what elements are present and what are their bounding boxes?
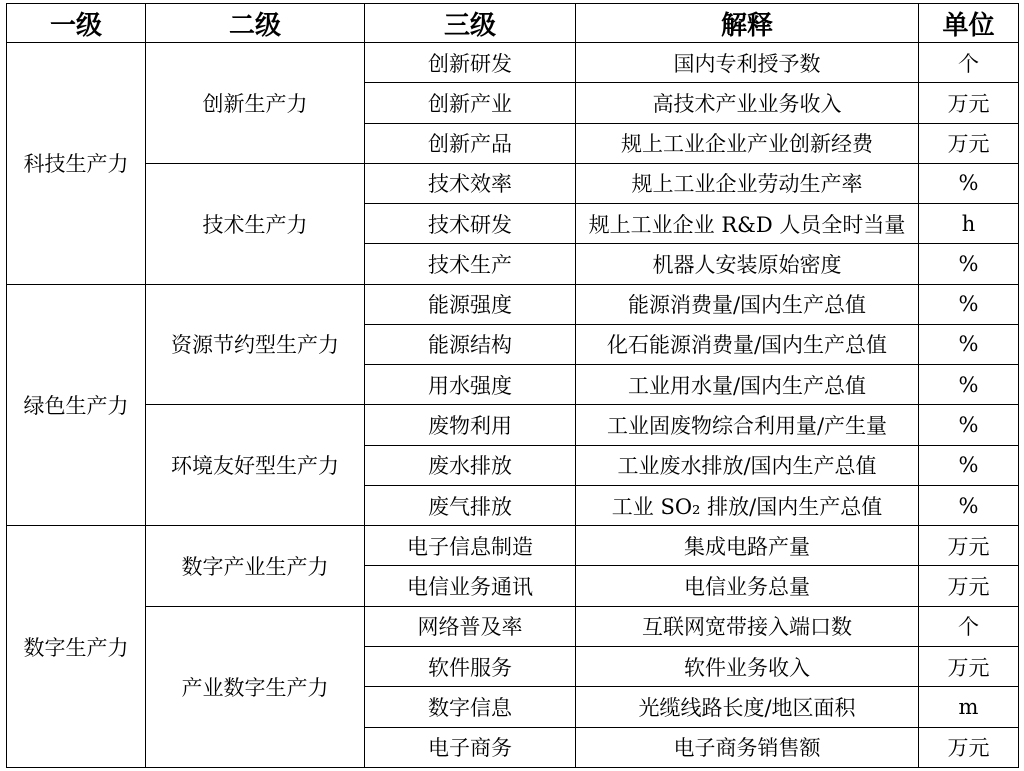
- level3-cell: 创新产品: [365, 123, 576, 163]
- unit-cell: 万元: [919, 526, 1019, 566]
- unit-cell: %: [919, 284, 1019, 324]
- explain-cell: 工业固废物综合利用量/产生量: [576, 405, 919, 445]
- level3-cell: 电信业务通讯: [365, 566, 576, 606]
- unit-cell: %: [919, 445, 1019, 485]
- level3-cell: 网络普及率: [365, 606, 576, 646]
- level2-cell: 数字产业生产力: [146, 526, 365, 607]
- unit-cell: %: [919, 365, 1019, 405]
- explain-cell: 工业废水排放/国内生产总值: [576, 445, 919, 485]
- unit-cell: 万元: [919, 83, 1019, 123]
- explain-cell: 互联网宽带接入端口数: [576, 606, 919, 646]
- level1-cell: 科技生产力: [7, 43, 146, 285]
- explain-cell: 机器人安装原始密度: [576, 244, 919, 284]
- level3-cell: 废水排放: [365, 445, 576, 485]
- level3-cell: 用水强度: [365, 365, 576, 405]
- table-row: [7, 284, 1019, 324]
- explain-cell: 工业 SO₂ 排放/国内生产总值: [576, 485, 919, 525]
- explain-cell: 能源消费量/国内生产总值: [576, 284, 919, 324]
- table-row: [7, 43, 1019, 83]
- unit-cell: 万元: [919, 727, 1019, 767]
- level3-cell: 技术研发: [365, 204, 576, 244]
- explain-cell: 软件业务收入: [576, 646, 919, 686]
- explain-cell: 高技术产业业务收入: [576, 83, 919, 123]
- unit-cell: %: [919, 163, 1019, 203]
- unit-cell: 万元: [919, 123, 1019, 163]
- header-level3: 三级: [365, 4, 576, 43]
- table-row: [7, 606, 1019, 646]
- level3-cell: 技术效率: [365, 163, 576, 203]
- level3-cell: 技术生产: [365, 244, 576, 284]
- level3-cell: 能源结构: [365, 324, 576, 364]
- explain-cell: 电子商务销售额: [576, 727, 919, 767]
- table-row: [7, 526, 1019, 566]
- unit-cell: %: [919, 324, 1019, 364]
- header-row: [7, 4, 1019, 43]
- explain-cell: 化石能源消费量/国内生产总值: [576, 324, 919, 364]
- level3-cell: 数字信息: [365, 687, 576, 727]
- unit-cell: 个: [919, 43, 1019, 83]
- level3-cell: 电子商务: [365, 727, 576, 767]
- unit-cell: %: [919, 485, 1019, 525]
- unit-cell: 万元: [919, 646, 1019, 686]
- unit-cell: %: [919, 244, 1019, 284]
- indicator-table: [6, 3, 1019, 768]
- explain-cell: 规上工业企业产业创新经费: [576, 123, 919, 163]
- explain-cell: 国内专利授予数: [576, 43, 919, 83]
- header-level2: 二级: [146, 4, 365, 43]
- header-explain: 解释: [576, 4, 919, 43]
- level3-cell: 废气排放: [365, 485, 576, 525]
- table-row: [7, 405, 1019, 445]
- level3-cell: 创新研发: [365, 43, 576, 83]
- unit-cell: 个: [919, 606, 1019, 646]
- explain-cell: 工业用水量/国内生产总值: [576, 365, 919, 405]
- level1-cell: 数字生产力: [7, 526, 146, 768]
- table-row: [7, 163, 1019, 203]
- unit-cell: m: [919, 687, 1019, 727]
- explain-cell: 集成电路产量: [576, 526, 919, 566]
- level3-cell: 电子信息制造: [365, 526, 576, 566]
- explain-cell: 光缆线路长度/地区面积: [576, 687, 919, 727]
- explain-cell: 规上工业企业劳动生产率: [576, 163, 919, 203]
- level2-cell: 技术生产力: [146, 163, 365, 284]
- header-unit: 单位: [919, 4, 1019, 43]
- level3-cell: 创新产业: [365, 83, 576, 123]
- level2-cell: 环境友好型生产力: [146, 405, 365, 526]
- unit-cell: %: [919, 405, 1019, 445]
- table-body: [7, 43, 1019, 768]
- level2-cell: 资源节约型生产力: [146, 284, 365, 405]
- level2-cell: 创新生产力: [146, 43, 365, 164]
- level3-cell: 软件服务: [365, 646, 576, 686]
- explain-cell: 规上工业企业 R&D 人员全时当量: [576, 204, 919, 244]
- indicator-table-container: [6, 3, 1018, 768]
- unit-cell: 万元: [919, 566, 1019, 606]
- header-level1: 一级: [7, 4, 146, 43]
- level2-cell: 产业数字生产力: [146, 606, 365, 767]
- level3-cell: 废物利用: [365, 405, 576, 445]
- level1-cell: 绿色生产力: [7, 284, 146, 526]
- unit-cell: h: [919, 204, 1019, 244]
- level3-cell: 能源强度: [365, 284, 576, 324]
- explain-cell: 电信业务总量: [576, 566, 919, 606]
